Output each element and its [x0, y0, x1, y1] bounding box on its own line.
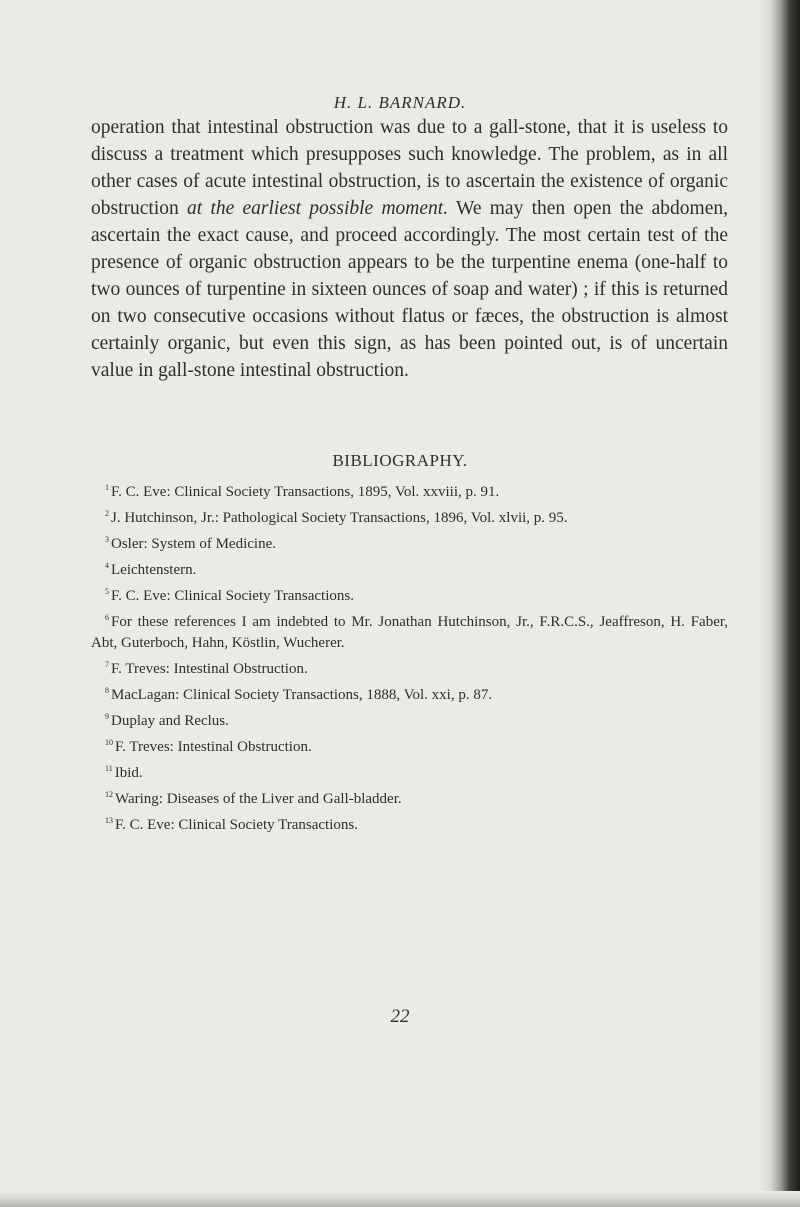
ref-number: 8 — [105, 686, 109, 695]
bibliography-entry — [91, 477, 728, 503]
bibliography-entry — [91, 680, 728, 706]
ref-number: 3 — [105, 535, 109, 544]
running-header: H. L. BARNARD. — [333, 93, 467, 112]
ref-number: 1 — [105, 483, 109, 492]
bibliography-entry — [91, 607, 728, 654]
ref-text: F. Treves: Intestinal Obstruction. — [111, 661, 308, 677]
bibliography-entry — [91, 784, 728, 810]
bibliography-entry — [91, 758, 728, 784]
paragraph-emphasis: at the earliest possible moment. — [187, 198, 449, 219]
page-number: 22 — [390, 1006, 410, 1027]
paragraph-text: operation that intestinal obstruction was due to a gall-stone, that it is useless to discuss a treatment which presupposes such knowledge. The problem, as in all other cases of acute intestinal obstruction, is to ascertain the existence of organic obstruction — [91, 117, 728, 219]
bibliography-title: BIBLIOGRAPHY. — [332, 451, 468, 470]
bibliography-entry — [91, 503, 728, 529]
ref-number: 4 — [105, 561, 109, 570]
ref-text: F. C. Eve: Clinical Society Transactions, 1895, Vol. xxviii, p. 91. — [111, 484, 500, 500]
ref-number: 13 — [105, 816, 113, 825]
ref-number: 10 — [105, 738, 113, 747]
bibliography-entry — [91, 581, 728, 607]
paragraph-text-continued: We may then open the abdomen, ascertain the exact cause, and proceed accordingly. The most certain test of the presence of organic obstruction appears to be the turpentine enema (one-half to two ounces of turpentine in sixteen ounces of soap and water) ; if this is returned on two consecutive occasions without flatus or fæces, the obstruction is almost certainly organic, but even this sign, as has been pointed out, is of uncertain value in gall-stone intestinal obstruction. — [91, 198, 729, 381]
ref-text: Osler: System of Medicine. — [111, 536, 276, 552]
bibliography-entry — [91, 706, 728, 732]
bibliography-entry — [91, 732, 728, 758]
ref-number: 11 — [105, 764, 113, 773]
ref-number: 12 — [105, 790, 113, 799]
bibliography-entry — [91, 529, 728, 555]
body-paragraph — [91, 114, 728, 384]
bibliography-list — [91, 477, 728, 836]
page-bottom-edge — [0, 1191, 800, 1207]
ref-number: 6 — [105, 613, 109, 622]
ref-text: F. C. Eve: Clinical Society Transactions. — [111, 588, 354, 604]
ref-text: F. Treves: Intestinal Obstruction. — [115, 739, 312, 755]
bibliography-entry — [91, 654, 728, 680]
ref-text: Duplay and Reclus. — [111, 713, 229, 729]
ref-text: Leichtenstern. — [111, 562, 197, 578]
bibliography-entry — [91, 555, 728, 581]
ref-text: MacLagan: Clinical Society Transactions, 1888, Vol. xxi, p. 87. — [111, 687, 493, 703]
ref-number: 2 — [105, 509, 109, 518]
ref-text: Ibid. — [114, 765, 143, 781]
ref-text: J. Hutchinson, Jr.: Pathological Society Transactions, 1896, Vol. xlvii, p. 95. — [111, 510, 568, 526]
ref-number: 9 — [105, 712, 109, 721]
ref-text: Waring: Diseases of the Liver and Gall-bladder. — [115, 791, 402, 807]
ref-text: For these references I am indebted to Mr. Jonathan Hutchinson, Jr., F.R.C.S., Jeaffreson, H. Faber, Abt, Guterboch, Hahn, Köstlin, Wucherer. — [91, 614, 728, 651]
ref-number: 5 — [105, 587, 109, 596]
ref-number: 7 — [105, 660, 109, 669]
ref-text: F. C. Eve: Clinical Society Transactions. — [115, 817, 358, 833]
bibliography-entry — [91, 810, 728, 836]
